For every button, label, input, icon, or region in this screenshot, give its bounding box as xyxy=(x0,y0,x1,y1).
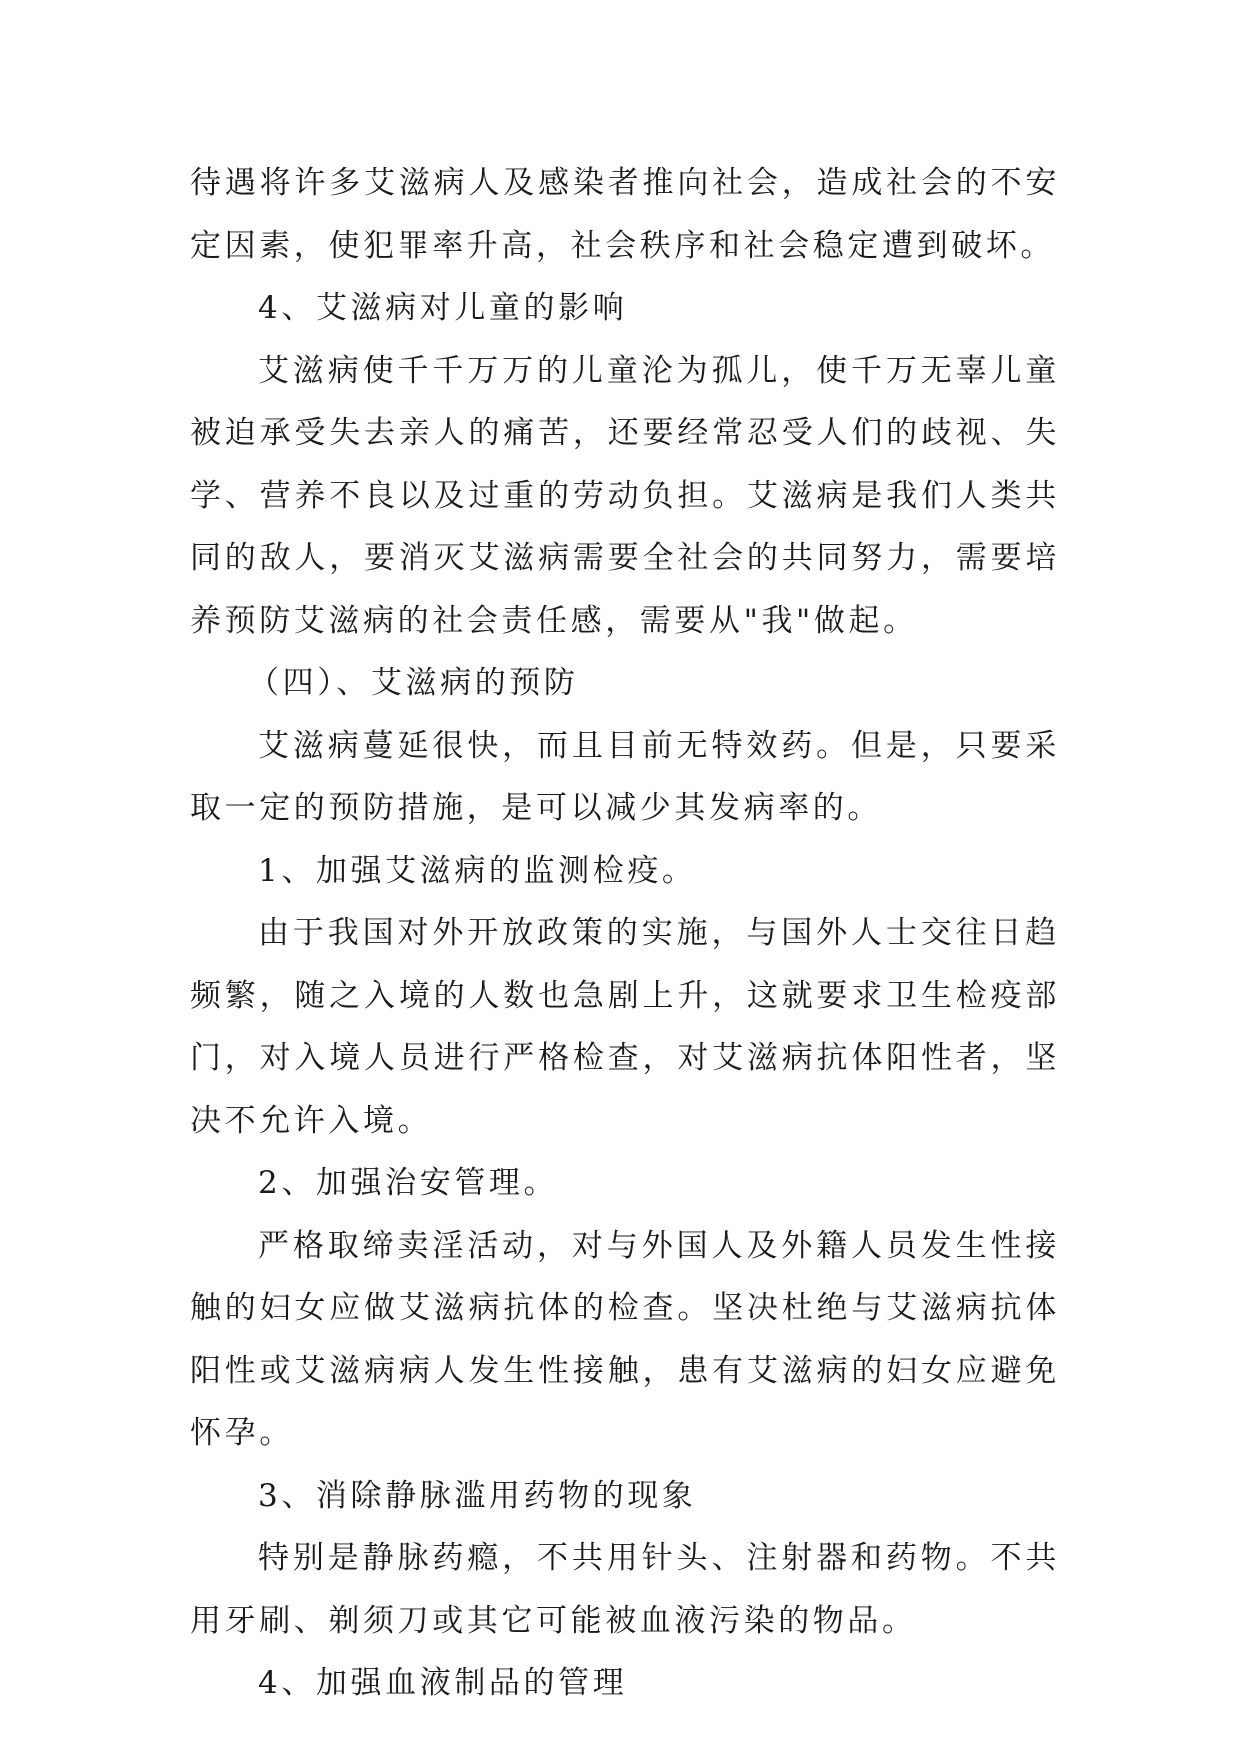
paragraph-monitoring: 由于我国对外开放政策的实施，与国外人士交往日趋频繁，随之入境的人数也急剧上升，这就要求卫生检疫部门，对入境人员进行严格检查，对艾滋病抗体阳性者，坚决不允许入境。 xyxy=(190,915,1060,1139)
subheading-drug-abuse: 3、消除静脉滥用药物的现象 xyxy=(258,1477,697,1514)
subheading-public-security: 2、加强治安管理。 xyxy=(258,1165,559,1201)
paragraph-continuation: 待遇将许多艾滋病人及感染者推向社会，造成社会的不安定因素，使犯罪率升高，社会秩序和社会稳定遭到破坏。 xyxy=(190,165,1060,264)
paragraph-children-impact: 艾滋病使千千万万的儿童沦为孤儿，使千万无辜儿童被迫承受失去亲人的痛苦，还要经常忍受人们的歧视、失学、营养不良以及过重的劳动负担。艾滋病是我们人类共同的敌人，要消灭艾滋病需要全社会的共同努力，需要培养预防艾滋病的社会责任感，需要从"我"做起。 xyxy=(190,352,1060,639)
paragraph-public-security: 严格取缔卖淫活动，对与外国人及外籍人员发生性接触的妇女应做艾滋病抗体的检查。坚决杜绝与艾滋病抗体阳性或艾滋病病人发生性接触，患有艾滋病的妇女应避免怀孕。 xyxy=(190,1227,1060,1451)
document-body xyxy=(190,152,1060,1715)
section-heading-prevention: （四）、艾滋病的预防 xyxy=(248,665,579,701)
paragraph-prevention-intro: 艾滋病蔓延很快，而且目前无特效药。但是，只要采取一定的预防措施，是可以减少其发病率的。 xyxy=(190,727,1060,826)
subheading-blood-products: 4、加强血液制品的管理 xyxy=(258,1665,628,1701)
paragraph-drug-abuse: 特别是静脉药瘾，不共用针头、注射器和药物。不共用牙刷、剃须刀或其它可能被血液污染的物品。 xyxy=(190,1540,1060,1639)
subheading-monitoring: 1、加强艾滋病的监测检疫。 xyxy=(258,852,697,889)
section-heading-children-impact: 4、艾滋病对儿童的影响 xyxy=(258,290,628,326)
